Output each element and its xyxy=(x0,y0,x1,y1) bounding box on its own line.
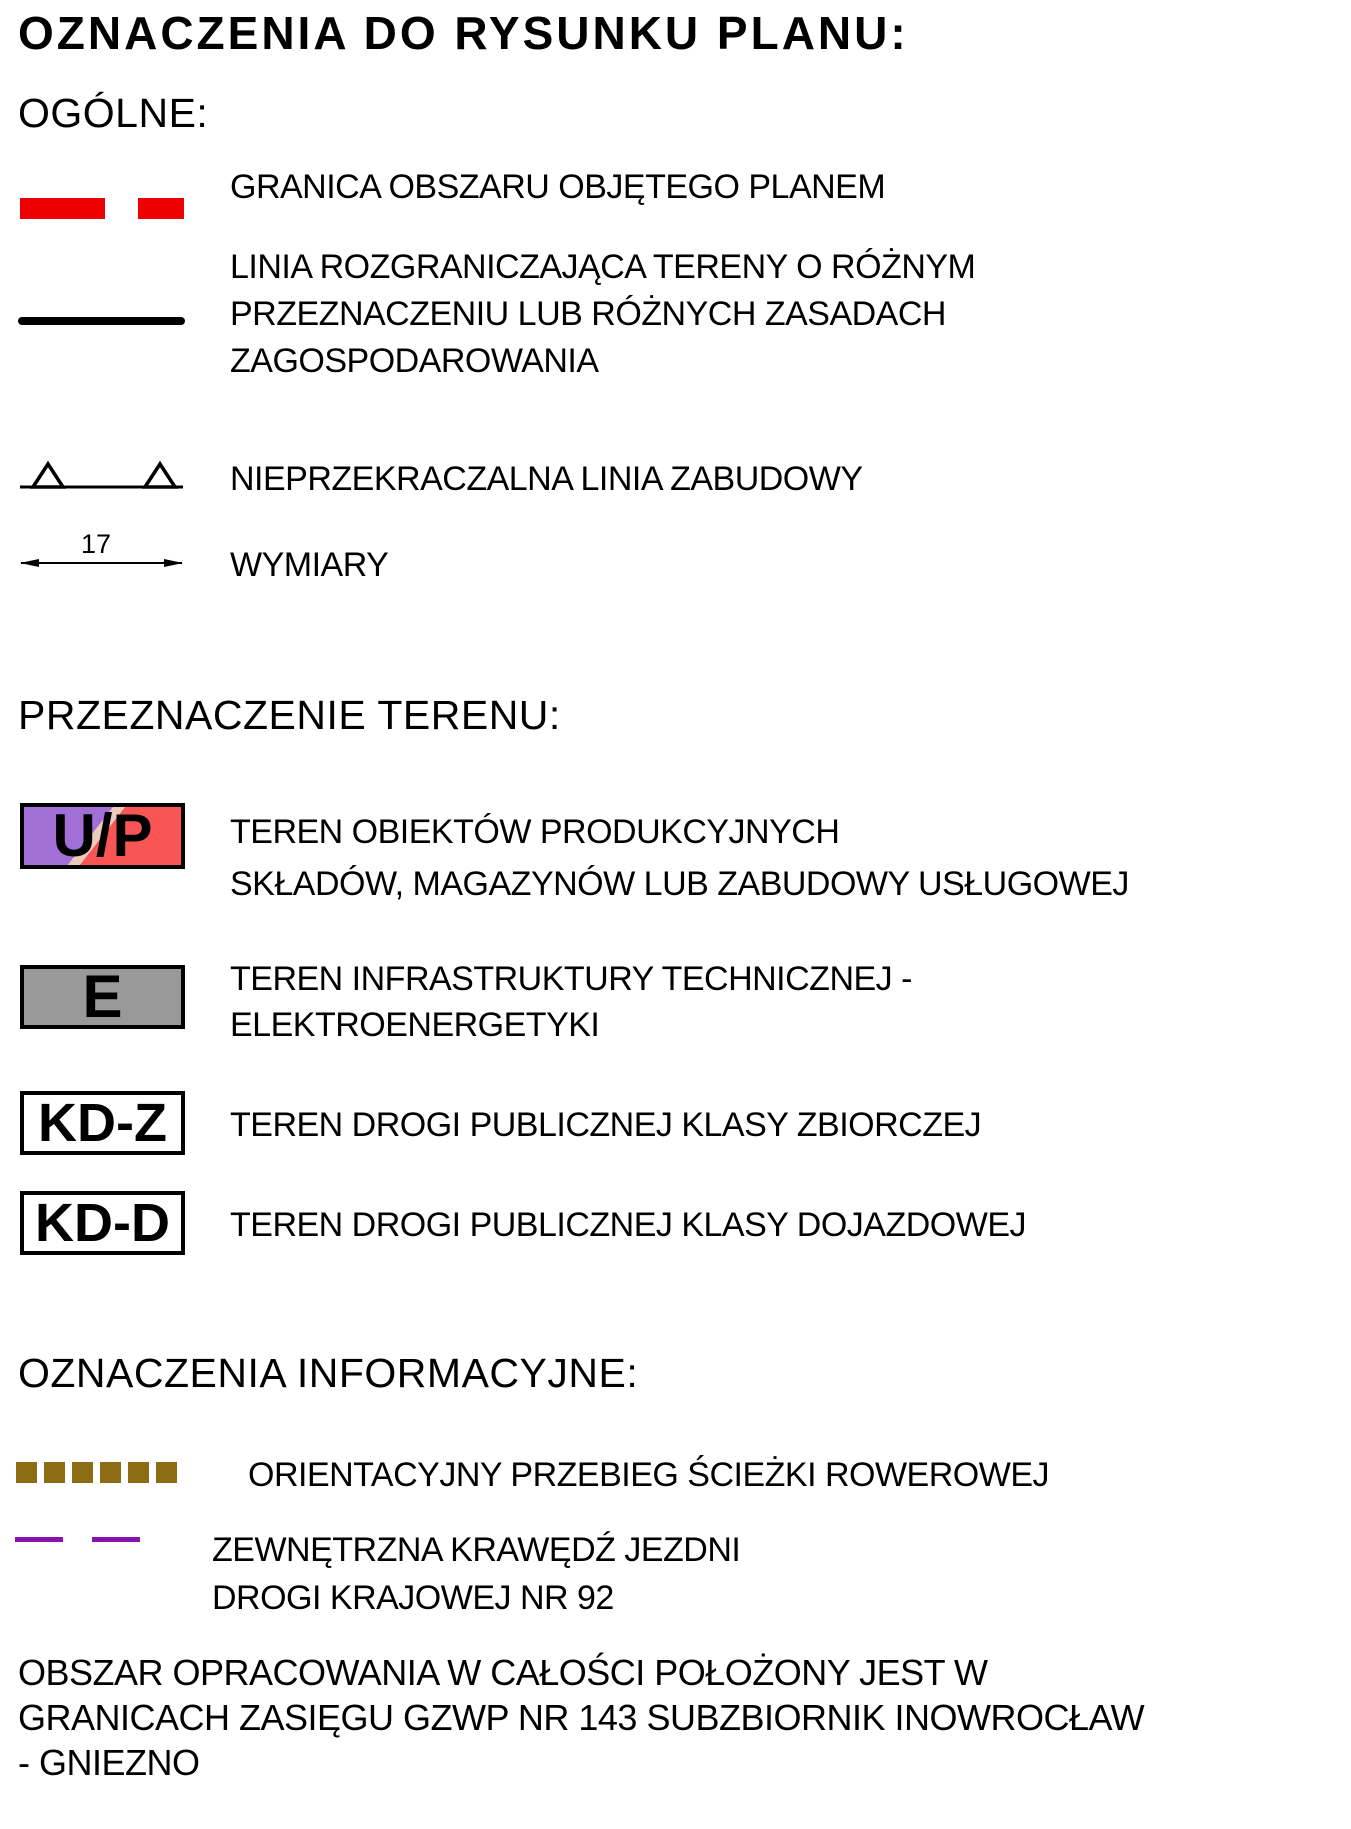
section-informational-heading: OZNACZENIA INFORMACYJNE: xyxy=(18,1350,639,1396)
building-line-label: NIEPRZEKRACZALNA LINIA ZABUDOWY xyxy=(230,460,863,498)
dividing-line-label-line1: LINIA ROZGRANICZAJĄCA TERENY O RÓŻNYM xyxy=(230,248,976,286)
dimensions-label: WYMIARY xyxy=(230,546,389,584)
footnote-line2: GRANICACH ZASIĘGU GZWP NR 143 SUBZBIORNIK INOWROCŁAW xyxy=(18,1697,1145,1738)
up-zone-label-line2: SKŁADÓW, MAGAZYNÓW LUB ZABUDOWY USŁUGOWEJ xyxy=(230,865,1129,903)
up-zone-label-line1: TEREN OBIEKTÓW PRODUKCYJNYCH xyxy=(230,813,840,851)
bike-path-label: ORIENTACYJNY PRZEBIEG ŚCIEŻKI ROWEROWEJ xyxy=(248,1456,1049,1494)
plan-boundary-dash-short-icon xyxy=(138,198,184,219)
plan-boundary-dash-long-icon xyxy=(20,198,105,219)
up-zone-label xyxy=(230,806,1129,910)
dividing-line-label xyxy=(230,244,975,385)
road-edge-label-line1: ZEWNĘTRZNA KRAWĘDŹ JEZDNI xyxy=(212,1531,741,1569)
kdz-zone-code: KD-Z xyxy=(38,1093,167,1153)
section-land-use-heading: PRZEZNACZENIE TERENU: xyxy=(18,692,561,738)
page-title: OZNACZENIA DO RYSUNKU PLANU: xyxy=(18,7,909,59)
footnote-line1: OBSZAR OPRACOWANIA W CAŁOŚCI POŁOŻONY JEST W xyxy=(18,1652,988,1693)
footnote-line3: - GNIEZNO xyxy=(18,1742,200,1783)
up-zone-swatch xyxy=(20,803,185,869)
dividing-line-icon xyxy=(18,317,185,325)
dimensions-value: 17 xyxy=(80,530,112,559)
e-zone-swatch xyxy=(20,965,185,1029)
bike-path-icon xyxy=(16,1462,177,1483)
e-zone-code: E xyxy=(82,963,123,1030)
kdz-zone-swatch xyxy=(20,1091,185,1155)
dividing-line-label-line2: PRZEZNACZENIU LUB RÓŻNYCH ZASADACH xyxy=(230,295,946,333)
section-general-heading: OGÓLNE: xyxy=(18,90,209,136)
dimensions-icon xyxy=(18,530,185,574)
kdz-zone-label: TEREN DROGI PUBLICZNEJ KLASY ZBIORCZEJ xyxy=(230,1106,982,1144)
up-zone-code: U/P xyxy=(52,802,153,869)
road-edge-label xyxy=(212,1526,740,1622)
road-edge-label-line2: DROGI KRAJOWEJ NR 92 xyxy=(212,1579,614,1617)
kdd-zone-code: KD-D xyxy=(35,1193,170,1253)
road-edge-dash2-icon xyxy=(92,1537,140,1542)
kdd-zone-swatch xyxy=(20,1191,185,1255)
road-edge-dash1-icon xyxy=(15,1537,63,1542)
kdd-zone-label: TEREN DROGI PUBLICZNEJ KLASY DOJAZDOWEJ xyxy=(230,1206,1027,1244)
plan-boundary-label: GRANICA OBSZARU OBJĘTEGO PLANEM xyxy=(230,168,886,206)
e-zone-label xyxy=(230,956,912,1048)
building-line-icon xyxy=(18,455,185,491)
dividing-line-label-line3: ZAGOSPODAROWANIA xyxy=(230,342,599,380)
footnote xyxy=(18,1650,1144,1785)
e-zone-label-line2: ELEKTROENERGETYKI xyxy=(230,1006,600,1044)
e-zone-label-line1: TEREN INFRASTRUKTURY TECHNICZNEJ - xyxy=(230,960,912,998)
